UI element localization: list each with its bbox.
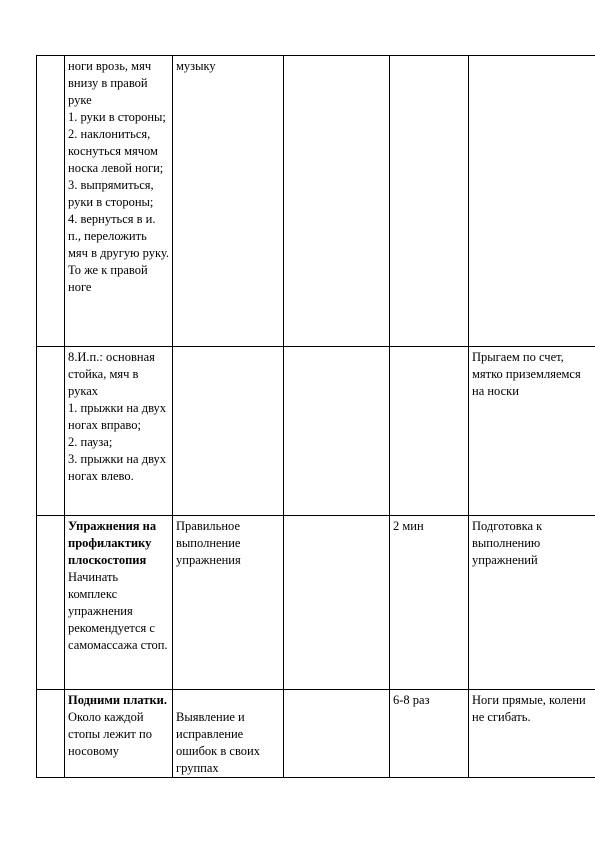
method-cell: музыку bbox=[173, 56, 284, 347]
dosage-cell: 6-8 раз bbox=[390, 690, 469, 778]
method-cell: Правильное выполнение упражнения bbox=[173, 516, 284, 690]
notes-cell: Ноги прямые, колени не сгибать. bbox=[469, 690, 595, 778]
exercise-cell: 8.И.п.: основная стойка, мяч в руках 1. прыжки на двух ногах вправо; 2. пауза; 3. прыжки на двух ногах влево. bbox=[65, 347, 173, 516]
dosage-cell bbox=[390, 56, 469, 347]
row-number-cell bbox=[37, 690, 65, 778]
notes-cell: Прыгаем по счет, мятко приземляемся на носки bbox=[469, 347, 595, 516]
exercise-table bbox=[36, 55, 595, 778]
cell bbox=[284, 56, 390, 347]
exercise-cell bbox=[65, 690, 173, 778]
cell bbox=[284, 516, 390, 690]
method-cell bbox=[173, 347, 284, 516]
row-number-cell bbox=[37, 347, 65, 516]
table-row bbox=[37, 56, 595, 347]
method-cell: Выявление и исправление ошибок в своих группах bbox=[173, 690, 284, 778]
cell bbox=[284, 347, 390, 516]
table-row bbox=[37, 516, 595, 690]
exercise-title: Упражнения на профилактику плоскостопия bbox=[68, 519, 157, 567]
dosage-cell bbox=[390, 347, 469, 516]
table-row bbox=[37, 347, 595, 516]
row-number-cell bbox=[37, 516, 65, 690]
exercise-cell bbox=[65, 516, 173, 690]
row-number-cell bbox=[37, 56, 65, 347]
table-row bbox=[37, 690, 595, 778]
exercise-title: Подними платки. bbox=[68, 693, 167, 707]
exercise-text: Около каждой стопы лежит по носовому bbox=[68, 710, 152, 758]
exercise-cell: ноги врозь, мяч внизу в правой руке 1. руки в стороны; 2. наклониться, коснуться мячом носка левой ноги; 3. выпрямиться, руки в стороны; 4. вернуться в и. п., переложить мяч в другую руку. То же к правой ноге bbox=[65, 56, 173, 347]
dosage-cell: 2 мин bbox=[390, 516, 469, 690]
notes-cell bbox=[469, 56, 595, 347]
cell bbox=[284, 690, 390, 778]
exercise-text: Начинать комплекс упражнения рекомендуется с самомассажа стоп. bbox=[68, 570, 168, 652]
notes-cell: Подготовка к выполнению упражнений bbox=[469, 516, 595, 690]
